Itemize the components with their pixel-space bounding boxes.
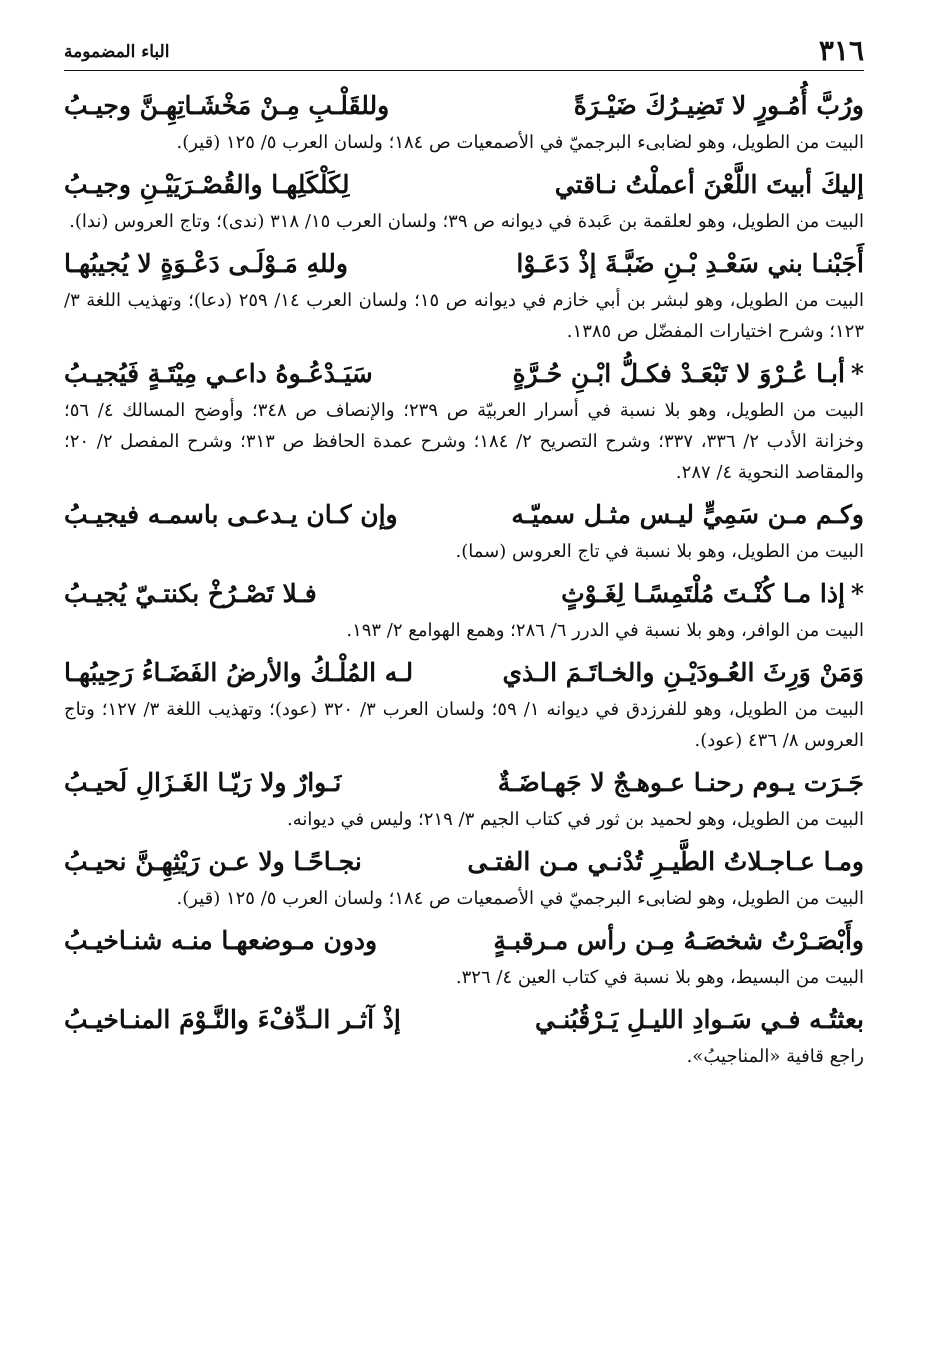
verse-entries [64,85,864,1072]
hemistich-right-text: بعثتُـه فـي سَـوادِ الليـلِ يَـرْقُبُنـي [535,1005,864,1034]
verse-line [64,243,864,285]
source-note: البيت من الطويل، وهو بلا نسبة في تاج العروس (سما). [455,541,864,562]
verse-line [64,573,864,615]
verse-line [64,999,864,1041]
verse-entry [64,652,864,756]
verse-entry [64,494,864,567]
verse-line [64,762,864,804]
hemistich-left: إذْ آثـر الـدِّفْءَ والنَّـوْمَ المنـاخيـبُ [64,1005,401,1034]
verse-entry [64,762,864,835]
hemistich-left: وللهِ مَـوْلَـى دَعْـوَةٍ لا يُجيبُهـا [64,249,348,278]
hemistich-right [574,85,864,127]
verse-line [64,353,864,395]
verse-line [64,841,864,883]
hemistich-right [467,841,864,883]
source-note: البيت من الطويل، وهو للفرزدق في ديوانه ١/ ٥٩؛ ولسان العرب ٣/ ٣٢٠ (عود)؛ وتهذيب اللغة ٣/ ١٢٧؛ وتاج العروس ٨/ ٤٣٦ (عود). [64,699,865,751]
hemistich-left: وإن كـان يـدعـى باسمـه فيجيـبُ [64,500,398,529]
asterisk-marker: * [850,579,864,608]
source-note: البيت من الطويل، وهو لبشر بن أبي خازم في ديوانه ص ١٥؛ ولسان العرب ١٤/ ٢٥٩ (دعا)؛ وتهذيب اللغة ٣/ ١٢٣؛ وشرح اختيارات المفضّل ص ١٣٨٥. [64,290,864,342]
verse-line [64,85,864,127]
hemistich-right-text: وكـم مـن سَمِيٍّ ليـس مثـل سميّـه [511,500,864,529]
source-note: البيت من الطويل، وهو لعلقمة بن عَبدة في ديوانه ص ٣٩؛ ولسان العرب ١٥/ ٣١٨ (ندى)؛ وتاج العروس (ندا). [69,211,864,232]
source-note: البيت من الوافر، وهو بلا نسبة في الدرر ٦/ ٢٨٦؛ وهمع الهوامع ٢/ ١٩٣. [346,620,864,641]
hemistich-right-text: وَمَنْ وَرِثَ العُـودَيْـنِ والخـاتَـمَ الـذي [502,658,864,687]
verse-entry [64,999,864,1072]
hemistich-right [493,920,864,962]
verse-entry [64,164,864,237]
source-note: راجع قافية «المناجيبُ». [686,1046,864,1067]
hemistich-left: نَـوارٌ ولا رَيّـا الغَـزَالِ لَحيـبُ [64,768,342,797]
hemistich-right [498,762,864,804]
source-note: البيت من البسيط، وهو بلا نسبة في كتاب العين ٤/ ٣٢٦. [455,967,864,988]
verse-line [64,494,864,536]
source-note: البيت من الطويل، وهو بلا نسبة في أسرار العربيّة ص ٢٣٩؛ والإنصاف ص ٣٤٨؛ وأوضح المسالك ٤/ ٥٦؛ وخزانة الأدب ٢/ ٣٣٦، ٣٣٧؛ وشرح التصريح ٢/ ١٨٤؛ وشرح عمدة الحافظ ص ٣١٣؛ وشرح المفصل ٢/ ٢٠؛ والمقاصد النحوية ٤/ ٢٨٧. [64,400,864,483]
hemistich-right-text: ومـا عـاجـلاتُ الطَّيـرِ تُدْنـي مـن الفتـى [467,847,864,876]
hemistich-right-text: أبـا عُـرْوَ لا تَبْعَـدْ فكـلُّ ابْـنِ حُـرَّةٍ [512,359,845,388]
verse-entry [64,920,864,993]
verse-entry [64,85,864,158]
verse-line [64,920,864,962]
verse-entry [64,353,864,488]
page-number: ٣١٦ [818,34,864,67]
hemistich-left: نجـاحًـا ولا عـن رَيْثِهِـنَّ نحيـبُ [64,847,362,876]
hemistich-left: فـلا تَصْـرُخْ بكنتـيّ يُجيـبُ [64,579,317,608]
hemistich-right [561,573,864,615]
hemistich-right-text: ورُبَّ أُمُـورٍ لا تَضِيـرُكَ ضَيْـرَةً [573,91,864,120]
hemistich-right-text: إذا مـا كُنْـتَ مُلْتَمِسًـا لِغَـوْثٍ [561,579,845,608]
source-note: البيت من الطويل، وهو لضابىء البرجميّ في الأصمعيات ص ١٨٤؛ ولسان العرب ٥/ ١٢٥ (قير). [176,888,864,909]
hemistich-right [513,353,864,395]
asterisk-marker: * [850,359,864,388]
page-header [64,30,864,71]
hemistich-left: ودون مـوضعهـا منـه شنـاخيـبُ [64,926,378,955]
hemistich-right [516,243,864,285]
hemistich-right [502,652,864,694]
hemistich-left: وللقَلْـبِ مِـنْ مَخْشَـاتِهِـنَّ وجيـبُ [64,91,390,120]
hemistich-right [511,494,864,536]
verse-line [64,164,864,206]
hemistich-right [555,164,864,206]
verse-entry [64,243,864,347]
verse-entry [64,841,864,914]
hemistich-left: لِكَلْكَلِهـا والقُصْـرَيَيْـنِ وجيـبُ [64,170,350,199]
verse-entry [64,573,864,646]
hemistich-left: سَيَـدْعُـوهُ داعـي مِيْتَـةٍ فَيُجيـبُ [64,359,373,388]
verse-line [64,652,864,694]
source-note: البيت من الطويل، وهو لضابىء البرجميّ في الأصمعيات ص ١٨٤؛ ولسان العرب ٥/ ١٢٥ (قير). [176,132,864,153]
hemistich-right-text: أَجَبْنـا بني سَعْـدِ بْـنِ ضَبَّـةَ إذْ دَعَـوْا [516,249,864,278]
hemistich-right [535,999,864,1041]
hemistich-right-text: وأَبْصَـرْتُ شخصَـهُ مِـن رأس مـرقبـةٍ [493,926,864,955]
hemistich-right-text: إليكَ أبيتَ اللَّعْنَ أعملْتُ نـاقتي [554,170,864,199]
running-head: الباء المضمومة [64,42,170,62]
hemistich-right-text: جَـرَت يـوم رحنـا عـوهـجٌ لا جَهـاضَـةٌ [497,768,864,797]
hemistich-left: لـه المُلْـكُ والأرضُ الفَضَـاءُ رَحِيبُهـا [64,658,414,687]
source-note: البيت من الطويل، وهو لحميد بن ثور في كتاب الجيم ٣/ ٢١٩؛ وليس في ديوانه. [287,809,864,830]
